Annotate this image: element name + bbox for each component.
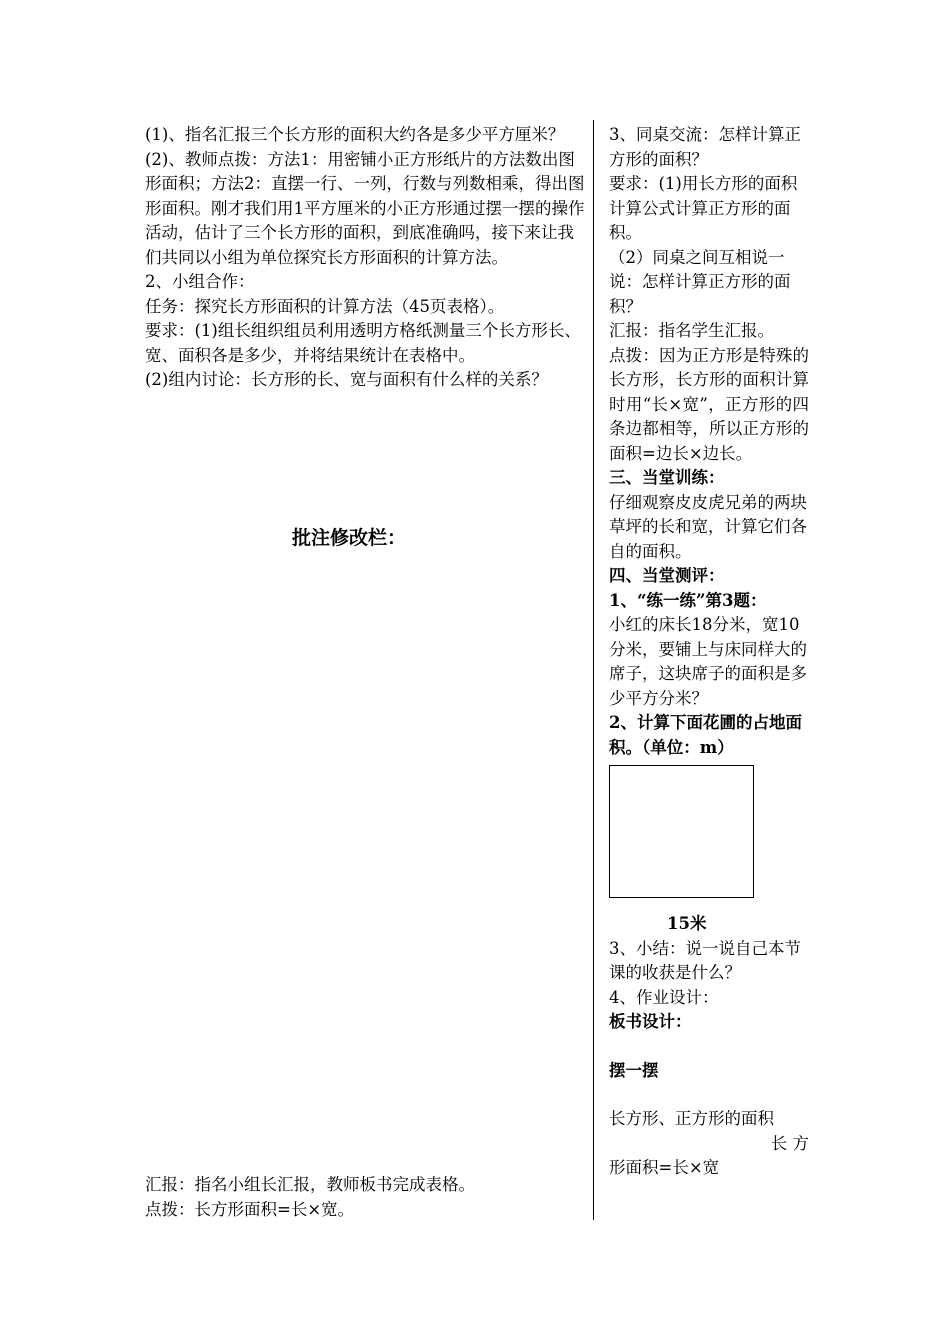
paragraph-group-report: 汇报：指名小组长汇报，教师板书完成表格。 [145, 1175, 475, 1194]
heading-class-training: 三、当堂训练： [609, 468, 725, 487]
heading-practice-3: 1、“练一练”第3题： [609, 590, 767, 610]
spacer [609, 1035, 809, 1059]
flowerbed-square-figure [609, 765, 754, 898]
paragraph-pair-talk: （2）同桌之间互相说一说：怎样计算正方形的面积？ [609, 247, 791, 316]
paragraph-group-work: 2、小组合作： [145, 272, 255, 291]
paragraph-requirement-formula: 要求：(1)用长方形的面积计算公式计算正方形的面积。 [609, 174, 798, 242]
board-item-rect-formula: 形面积=长×宽 [609, 1158, 720, 1177]
board-item-arrange: 摆一摆 [609, 1060, 659, 1080]
paragraph-teacher-hint: (2)、教师点拨：方法1：用密铺小正方形纸片的方法数出图形面积；方法2：直摆一行、一列，行数与列数相乘，得出图形面积。刚才我们用1平方厘米的小正方形通过摆一摆的操作活动，估计了三个长方形的面积，到底准确吗，接下来让我们共同以小组为单位探究长方形面积的计算方法。 [145, 149, 585, 267]
heading-board-design: 板书设计： [609, 1012, 692, 1031]
paragraph-requirement-2: (2)组内讨论：长方形的长、宽与面积有什么样的关系？ [145, 370, 548, 389]
paragraph-lawn-task: 仔细观察皮皮虎兄弟的两块草坪的长和宽，计算它们各自的面积。 [609, 492, 807, 561]
paragraph-summary: 3、小结：说一说自己本节课的收获是什么？ [609, 938, 801, 982]
bottom-left-column [145, 1173, 587, 1222]
spacer [609, 1083, 809, 1107]
left-column [145, 123, 587, 393]
board-item-rect-prefix: 长 方 [770, 1133, 809, 1153]
column-divider [593, 120, 594, 1220]
paragraph-requirement-1: 要求：(1)组长组织组员利用透明方格纸测量三个长方形长、宽、面积各是多少，并将结果统计在表格中。 [145, 321, 581, 365]
paragraph-student-report: 汇报：指名学生汇报。 [609, 321, 774, 340]
annotation-title: 批注修改栏： [292, 527, 407, 549]
paragraph-pair-discussion: 3、同桌交流：怎样计算正方形的面积？ [609, 125, 801, 169]
paragraph-bed-problem: 小红的床长18分米，宽10分米，要铺上与床同样大的席子，这块席子的面积是多少平方分米？ [609, 615, 807, 708]
paragraph-formula-hint: 点拨：长方形面积=长×宽。 [145, 1199, 355, 1219]
heading-class-test: 四、当堂测评： [609, 566, 725, 585]
paragraph-homework: 4、作业设计： [609, 987, 719, 1007]
heading-flowerbed-problem: 2、计算下面花圃的占地面积。（单位：m） [609, 713, 802, 757]
paragraph-square-hint: 点拨：因为正方形是特殊的长方形，长方形的面积计算时用“长×宽”，正方形的四条边都相等，所以正方形的面积=边长×边长。 [609, 345, 809, 463]
paragraph-report-estimate: (1)、指名汇报三个长方形的面积大约各是多少平方厘米？ [145, 125, 565, 144]
paragraph-task: 任务：探究长方形面积的计算方法（45页表格）。 [145, 296, 505, 316]
right-column [609, 123, 809, 1181]
board-item-area-title: 长方形、正方形的面积 [609, 1109, 774, 1128]
square-side-label: 15米 [667, 914, 707, 933]
